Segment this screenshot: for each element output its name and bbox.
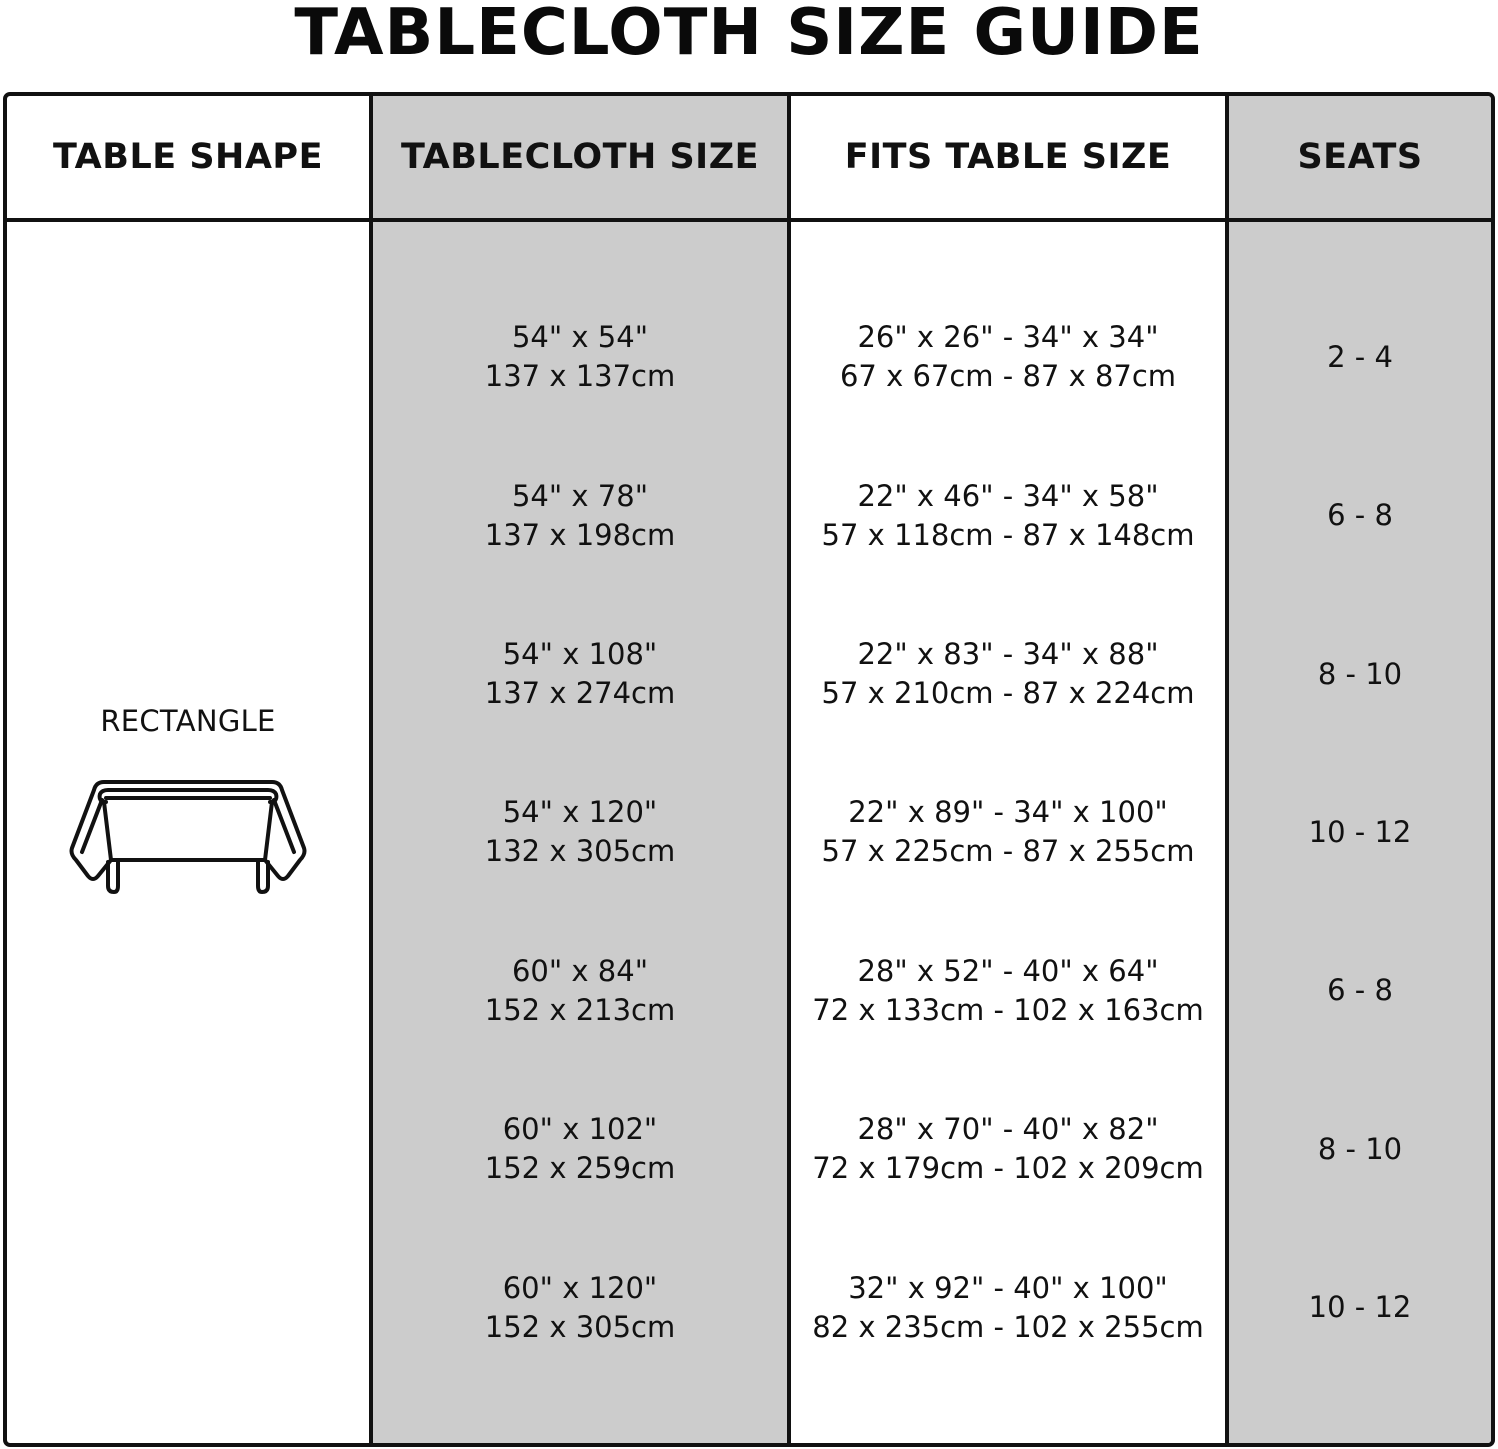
tablecloth-size-column [369, 218, 787, 1443]
fits-cm: 57 x 118cm - 87 x 148cm [821, 517, 1195, 552]
fits-inches: 22" x 89" - 34" x 100" [848, 795, 1168, 830]
table-row [373, 278, 787, 436]
header-seats: SEATS [1225, 96, 1491, 218]
size-guide-table [3, 92, 1495, 1447]
cloth-inches: 60" x 102" [502, 1112, 658, 1147]
table-shape-column [7, 218, 369, 1443]
seats-cell: 8 - 10 [1317, 1131, 1403, 1166]
cloth-inches: 54" x 78" [511, 478, 649, 513]
cloth-inches: 54" x 108" [502, 637, 658, 672]
cloth-inches: 54" x 120" [502, 795, 658, 830]
table-row [791, 436, 1225, 594]
cloth-cm: 132 x 305cm [484, 834, 676, 869]
fits-inches: 22" x 46" - 34" x 58" [857, 478, 1159, 513]
fits-inches: 28" x 52" - 40" x 64" [857, 953, 1159, 988]
table-row [791, 595, 1225, 753]
cloth-inches: 54" x 54" [511, 320, 649, 355]
table-row [373, 1229, 787, 1387]
seats-column [1225, 218, 1491, 1443]
cloth-inches: 60" x 84" [511, 953, 649, 988]
header-fits-table-size: FITS TABLE SIZE [787, 96, 1225, 218]
cloth-cm: 152 x 305cm [484, 1309, 676, 1344]
cloth-cm: 152 x 213cm [484, 992, 676, 1027]
table-row [791, 753, 1225, 911]
cloth-cm: 137 x 198cm [484, 517, 676, 552]
seats-cell: 6 - 8 [1327, 973, 1393, 1008]
seats-cell: 8 - 10 [1317, 656, 1403, 691]
fits-inches: 28" x 70" - 40" x 82" [857, 1112, 1159, 1147]
fits-cm: 72 x 179cm - 102 x 209cm [812, 1151, 1204, 1186]
fits-inches: 22" x 83" - 34" x 88" [857, 637, 1159, 672]
table-row [373, 912, 787, 1070]
seats-cell: 2 - 4 [1327, 339, 1393, 374]
table-row [373, 1070, 787, 1228]
seats-cell: 10 - 12 [1308, 814, 1412, 849]
rectangle-tablecloth-icon [68, 776, 308, 900]
cloth-inches: 60" x 120" [502, 1270, 658, 1305]
cloth-cm: 152 x 259cm [484, 1151, 676, 1186]
cloth-cm: 137 x 274cm [484, 676, 676, 711]
fits-cm: 57 x 225cm - 87 x 255cm [821, 834, 1195, 869]
shape-label: RECTANGLE [100, 704, 276, 738]
table-row [373, 595, 787, 753]
fits-inches: 32" x 92" - 40" x 100" [848, 1270, 1168, 1305]
cloth-cm: 137 x 137cm [484, 359, 676, 394]
table-row [791, 912, 1225, 1070]
header-table-shape: TABLE SHAPE [53, 137, 323, 177]
fits-inches: 26" x 26" - 34" x 34" [857, 320, 1159, 355]
seats-cell: 6 - 8 [1327, 498, 1393, 533]
fits-cm: 57 x 210cm - 87 x 224cm [821, 676, 1195, 711]
table-row [791, 1229, 1225, 1387]
fits-cm: 82 x 235cm - 102 x 255cm [812, 1309, 1204, 1344]
header-tablecloth-size: TABLECLOTH SIZE [369, 96, 787, 218]
fits-table-size-column [787, 218, 1225, 1443]
table-row [791, 278, 1225, 436]
table-row [373, 753, 787, 911]
table-row [373, 436, 787, 594]
fits-cm: 72 x 133cm - 102 x 163cm [812, 992, 1204, 1027]
seats-cell: 10 - 12 [1308, 1290, 1412, 1325]
page-title: TABLECLOTH SIZE GUIDE [294, 0, 1204, 70]
table-row [791, 1070, 1225, 1228]
fits-cm: 67 x 67cm - 87 x 87cm [839, 359, 1177, 394]
